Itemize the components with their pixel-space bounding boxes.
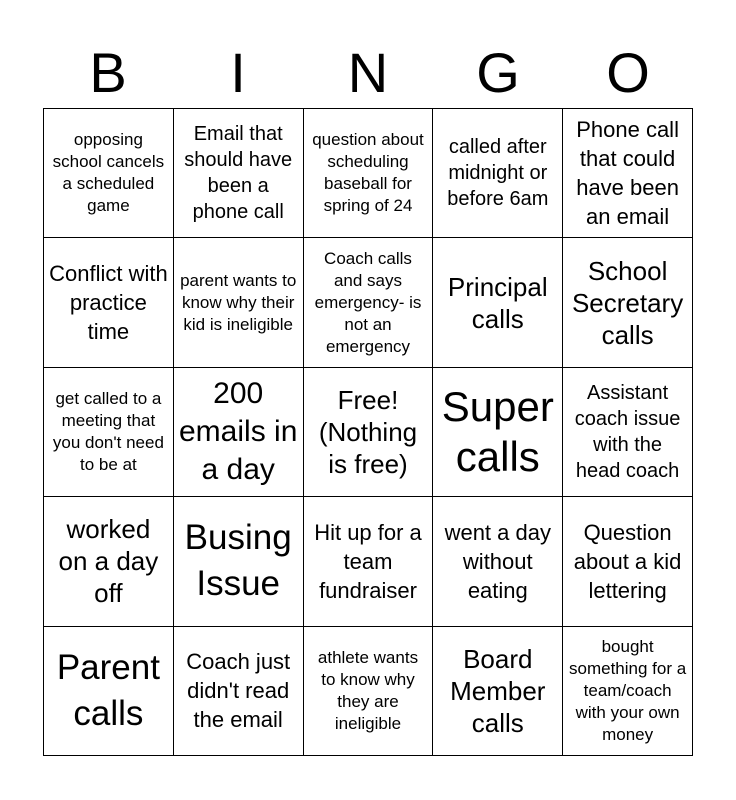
- bingo-cell-text: 200 emails in a day: [179, 376, 298, 486]
- bingo-cell-text: worked on a day off: [58, 514, 159, 609]
- bingo-cell-text: called after midnight or before 6am: [447, 136, 549, 211]
- bingo-cell-text: Free! (Nothing is free): [318, 384, 418, 479]
- bingo-cell[interactable]: [304, 627, 434, 756]
- bingo-cell[interactable]: [44, 497, 174, 626]
- bingo-cell-text: parent wants to know why their kid is ineligible: [180, 270, 297, 334]
- bingo-cell-text: bought something for a team/coach with your own money: [569, 636, 687, 744]
- bingo-cell-text: question about scheduling baseball for spring of 24: [312, 130, 424, 216]
- bingo-cell-text: Coach calls and says emergency- is not an emergency: [314, 248, 422, 356]
- bingo-cell[interactable]: [174, 238, 304, 367]
- bingo-cell-text: Assistant coach issue with the head coach: [574, 381, 681, 482]
- header-letter-g: G: [476, 41, 520, 104]
- bingo-cell[interactable]: [304, 109, 434, 238]
- bingo-cell-text: Question about a kid lettering: [573, 519, 682, 603]
- bingo-cell-text: Parent calls: [56, 647, 160, 733]
- bingo-cell[interactable]: [433, 497, 563, 626]
- bingo-cell[interactable]: [304, 238, 434, 367]
- bingo-cell-text: Phone call that could have been an email: [576, 117, 679, 230]
- bingo-cell[interactable]: [433, 368, 563, 497]
- bingo-cell-text: went a day without eating: [444, 519, 551, 603]
- bingo-cell-text: athlete wants to know why they are ineligible: [317, 647, 419, 733]
- bingo-cell-text: opposing school cancels a scheduled game: [52, 130, 165, 216]
- header-letter-i: I: [230, 41, 246, 104]
- bingo-cell[interactable]: [563, 497, 693, 626]
- bingo-cell[interactable]: [174, 109, 304, 238]
- bingo-cell[interactable]: [563, 109, 693, 238]
- bingo-cell[interactable]: [563, 368, 693, 497]
- bingo-cell-text: Hit up for a team fundraiser: [314, 519, 422, 603]
- bingo-cell[interactable]: [433, 109, 563, 238]
- bingo-cell[interactable]: [44, 627, 174, 756]
- bingo-cell[interactable]: [563, 238, 693, 367]
- bingo-cell-text: School Secretary calls: [571, 255, 684, 350]
- bingo-cell[interactable]: [44, 368, 174, 497]
- bingo-cell-text: Super calls: [441, 382, 554, 480]
- header-letter-o: O: [606, 41, 650, 104]
- bingo-cell-text: Board Member calls: [450, 643, 546, 738]
- free-space-cell[interactable]: [304, 368, 434, 497]
- bingo-board: [43, 108, 693, 756]
- bingo-cell[interactable]: [44, 109, 174, 238]
- bingo-cell[interactable]: [174, 497, 304, 626]
- bingo-cell[interactable]: [433, 627, 563, 756]
- bingo-cell-text: Conflict with practice time: [49, 261, 168, 345]
- bingo-cell-text: Email that should have been a phone call: [184, 123, 293, 224]
- bingo-cell[interactable]: [44, 238, 174, 367]
- bingo-cell-text: Busing Issue: [184, 518, 292, 604]
- bingo-header: [43, 38, 693, 108]
- bingo-cell[interactable]: [174, 368, 304, 497]
- bingo-cell-text: Principal calls: [447, 271, 548, 334]
- bingo-cell-text: Coach just didn't read the email: [186, 649, 291, 733]
- bingo-cell[interactable]: [304, 497, 434, 626]
- header-letter-n: N: [347, 41, 389, 104]
- bingo-cell[interactable]: [433, 238, 563, 367]
- header-letter-b: B: [89, 41, 127, 104]
- bingo-cell[interactable]: [563, 627, 693, 756]
- bingo-cell-text: get called to a meeting that you don't need to be at: [52, 388, 164, 474]
- bingo-cell[interactable]: [174, 627, 304, 756]
